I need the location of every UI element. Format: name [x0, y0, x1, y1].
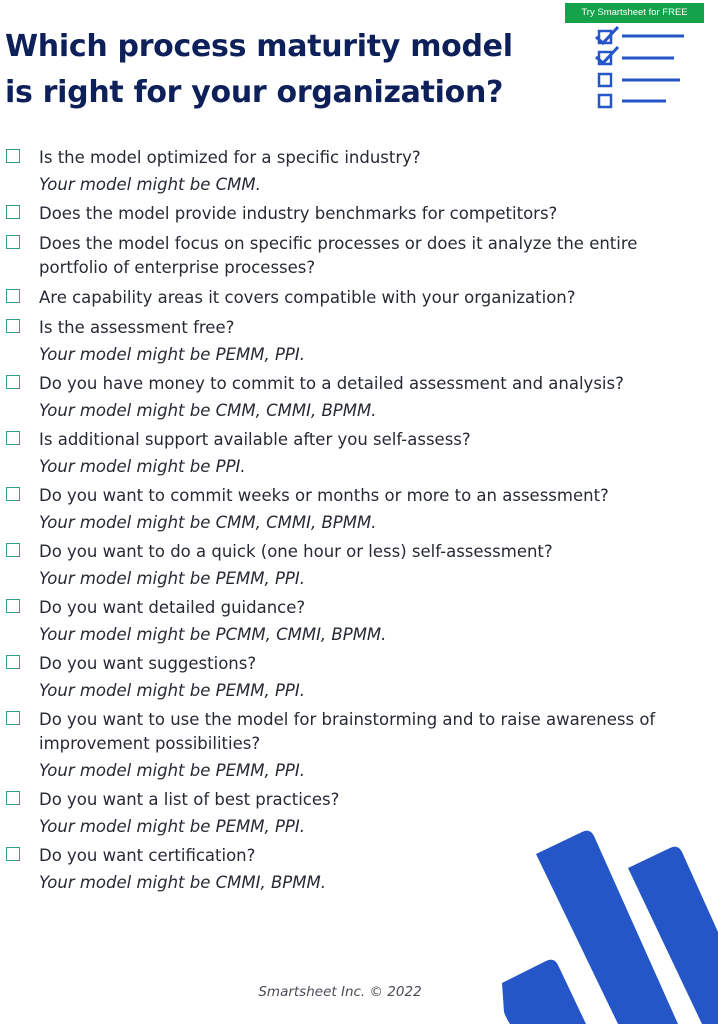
- checkbox-icon[interactable]: [6, 205, 20, 219]
- answer-text: Your model might be CMM, CMMI, BPMM.: [39, 401, 377, 420]
- smartsheet-logo-icon: [490, 820, 718, 1024]
- checkbox-icon[interactable]: [6, 711, 20, 725]
- question-text: Does the model focus on specific processes or does it analyze the entire portfolio of enterprise processes?: [39, 234, 638, 277]
- list-item: [0, 650, 718, 706]
- question-text: Do you want a list of best practices?: [39, 790, 340, 809]
- answer-text: Your model might be PEMM, PPI.: [39, 569, 305, 588]
- question-text: Do you want suggestions?: [39, 654, 257, 673]
- list-item: [0, 230, 718, 284]
- checkbox-icon[interactable]: [6, 655, 20, 669]
- answer-text: Your model might be CMM.: [39, 175, 261, 194]
- question-text: Do you want to do a quick (one hour or less) self-assessment?: [39, 542, 553, 561]
- list-item: [0, 482, 718, 538]
- question-text: Do you want to commit weeks or months or more to an assessment?: [39, 486, 609, 505]
- question-text: Is the model optimized for a specific industry?: [39, 148, 421, 167]
- title-line-1: Which process maturity model: [5, 29, 513, 64]
- question-text: Does the model provide industry benchmarks for competitors?: [39, 204, 558, 223]
- checkbox-icon[interactable]: [6, 599, 20, 613]
- list-item: [0, 200, 718, 230]
- question-text: Do you have money to commit to a detailed assessment and analysis?: [39, 374, 624, 393]
- list-item: [0, 538, 718, 594]
- question-text: Is additional support available after you self-assess?: [39, 430, 471, 449]
- page-title: [5, 24, 565, 116]
- question-text: Do you want to use the model for brainstorming and to raise awareness of improvement possibilities?: [39, 710, 656, 753]
- checkbox-icon[interactable]: [6, 487, 20, 501]
- list-item: [0, 370, 718, 426]
- list-item: [0, 706, 718, 786]
- checkbox-icon[interactable]: [6, 791, 20, 805]
- check-mark-icon: [596, 47, 618, 64]
- checkbox-icon[interactable]: [6, 235, 20, 249]
- question-text: Do you want certification?: [39, 846, 256, 865]
- list-item: [0, 314, 718, 370]
- checkbox-icon[interactable]: [6, 375, 20, 389]
- try-smartsheet-button[interactable]: Try Smartsheet for FREE: [565, 3, 704, 23]
- question-text: Are capability areas it covers compatible with your organization?: [39, 288, 576, 307]
- checkbox-icon[interactable]: [6, 543, 20, 557]
- checkbox-icon[interactable]: [6, 431, 20, 445]
- answer-text: Your model might be PEMM, PPI.: [39, 681, 305, 700]
- list-item: [0, 144, 718, 200]
- answer-text: Your model might be PEMM, PPI.: [39, 345, 305, 364]
- checkbox-icon[interactable]: [6, 319, 20, 333]
- list-item: [0, 594, 718, 650]
- check-mark-icon: [596, 27, 618, 43]
- list-item: [0, 284, 718, 314]
- checklist: [0, 144, 718, 898]
- answer-text: Your model might be PEMM, PPI.: [39, 817, 305, 836]
- checkbox-icon[interactable]: [6, 847, 20, 861]
- question-text: Do you want detailed guidance?: [39, 598, 306, 617]
- answer-text: Your model might be CMM, CMMI, BPMM.: [39, 513, 377, 532]
- title-line-2: is right for your organization?: [5, 75, 504, 110]
- answer-text: Your model might be PPI.: [39, 457, 246, 476]
- checkbox-icon[interactable]: [6, 149, 20, 163]
- question-text: Is the assessment free?: [39, 318, 235, 337]
- footer-copyright: Smartsheet Inc. © 2022: [258, 984, 422, 1000]
- list-item: [0, 426, 718, 482]
- answer-text: Your model might be CMMI, BPMM.: [39, 873, 326, 892]
- answer-text: Your model might be PCMM, CMMI, BPMM.: [39, 625, 387, 644]
- checkbox-icon[interactable]: [6, 289, 20, 303]
- answer-text: Your model might be PEMM, PPI.: [39, 761, 305, 780]
- checklist-icon: [594, 24, 690, 114]
